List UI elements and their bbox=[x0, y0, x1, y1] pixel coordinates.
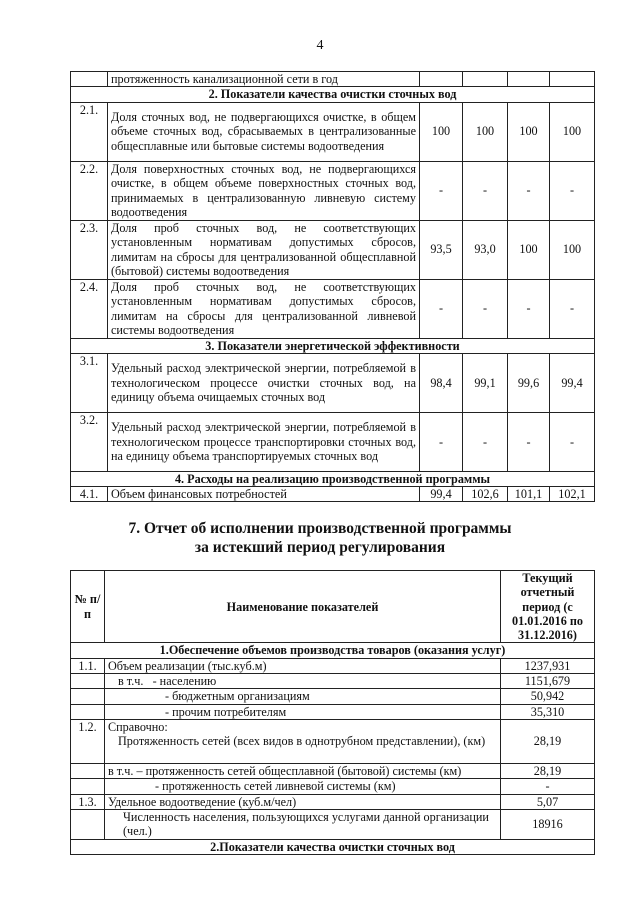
value-cell: - bbox=[420, 279, 463, 338]
row-name: Удельный расход электрической энергии, потребляемой в технологическом процессе очистки сточных вод, на единицу объема очищаемых сточных вод bbox=[108, 353, 420, 412]
row-number: 2.1. bbox=[71, 102, 108, 161]
value-cell: 99,4 bbox=[550, 353, 595, 412]
row-name: протяженность канализационной сети в год bbox=[108, 72, 420, 87]
table-row bbox=[71, 220, 595, 279]
row-number: 3.2. bbox=[71, 412, 108, 471]
header-row bbox=[71, 571, 595, 643]
value-cell: 93,5 bbox=[420, 220, 463, 279]
table-row bbox=[71, 412, 595, 471]
row-name: Удельный расход электрической энергии, потребляемой в технологическом процессе транспортировки сточных вод, на единицу объема транспортируемых сточных вод bbox=[108, 412, 420, 471]
header-name: Наименование показателей bbox=[105, 571, 501, 643]
row-number: 1.3. bbox=[71, 794, 105, 809]
section-row bbox=[71, 643, 595, 658]
section-heading: 3. Показатели энергетической эффективности bbox=[71, 338, 595, 353]
table-row bbox=[71, 779, 595, 794]
row-name: - бюджетным организациям bbox=[105, 689, 501, 704]
row-name: Доля поверхностных сточных вод, не подвергающихся очистке, в общем объеме поверхностных сточных вод, принимаемых в централизованную ливневую систему водоотведения bbox=[108, 161, 420, 220]
row-name: Объем финансовых потребностей bbox=[108, 487, 420, 502]
section-row bbox=[71, 471, 595, 486]
value-cell: 100 bbox=[420, 102, 463, 161]
value-cell: - bbox=[508, 279, 550, 338]
row-number: 2.3. bbox=[71, 220, 108, 279]
value-cell: 1237,931 bbox=[501, 658, 595, 673]
table-row bbox=[71, 102, 595, 161]
row-name: - протяженность сетей ливневой системы (км) bbox=[105, 779, 501, 794]
value-cell: 100 bbox=[508, 102, 550, 161]
row-number: 4.1. bbox=[71, 487, 108, 502]
section-heading: 1.Обеспечение объемов производства товаров (оказания услуг) bbox=[71, 643, 595, 658]
row-number: 2.2. bbox=[71, 161, 108, 220]
value-cell: - bbox=[420, 161, 463, 220]
value-cell: 18916 bbox=[501, 809, 595, 839]
value-cell: 28,19 bbox=[501, 719, 595, 763]
row-description: Протяженность сетей (всех видов в однотрубном представлении), (км) bbox=[118, 734, 486, 749]
table-row bbox=[71, 658, 595, 673]
section-subtitle: за истекший период регулирования bbox=[194, 539, 446, 556]
value-cell: 50,942 bbox=[501, 689, 595, 704]
row-number: 2.4. bbox=[71, 279, 108, 338]
value-cell: - bbox=[508, 161, 550, 220]
row-number: 3.1. bbox=[71, 353, 108, 412]
value-cell: - bbox=[550, 412, 595, 471]
value-cell: 102,6 bbox=[463, 487, 508, 502]
value-cell: - bbox=[420, 412, 463, 471]
table-row bbox=[71, 719, 595, 763]
section-heading: 2.Показатели качества очистки сточных вод bbox=[71, 839, 595, 854]
section-row bbox=[71, 338, 595, 353]
value-cell: 101,1 bbox=[508, 487, 550, 502]
row-name bbox=[105, 719, 501, 763]
row-number: 1.1. bbox=[71, 658, 105, 673]
value-cell: - bbox=[463, 161, 508, 220]
table-row bbox=[71, 487, 595, 502]
row-name: в т.ч. – протяженность сетей общесплавной (бытовой) системы (км) bbox=[105, 763, 501, 778]
value-cell: 100 bbox=[463, 102, 508, 161]
table-row bbox=[71, 704, 595, 719]
value-cell: 102,1 bbox=[550, 487, 595, 502]
table-row bbox=[71, 809, 595, 839]
row-name: Доля проб сточных вод, не соответствующих установленным нормативам допустимых сбросов, лимитам на сбросы для централизованной общесплавной (бытовой) системы водоотведения bbox=[108, 220, 420, 279]
value-cell: - bbox=[463, 279, 508, 338]
report-table bbox=[70, 570, 595, 855]
row-name: Объем реализации (тыс.куб.м) bbox=[105, 658, 501, 673]
value-cell: - bbox=[550, 279, 595, 338]
row-name bbox=[105, 674, 501, 689]
row-name: Доля проб сточных вод, не соответствующих установленным нормативам допустимых сбросов, лимитам на сбросы для централизованной ливневой системы водоотведения bbox=[108, 279, 420, 338]
value-cell: - bbox=[508, 412, 550, 471]
section-title: 7. Отчет об исполнении производственной программы bbox=[128, 520, 512, 537]
row-number: 1.2. bbox=[71, 719, 105, 763]
value-cell: - bbox=[550, 161, 595, 220]
value-cell: 100 bbox=[550, 220, 595, 279]
row-name: Численность населения, пользующихся услугами данной организации (чел.) bbox=[105, 809, 501, 839]
table-row bbox=[71, 763, 595, 778]
value-cell: 100 bbox=[508, 220, 550, 279]
table-row bbox=[71, 161, 595, 220]
page-number: 4 bbox=[316, 38, 324, 53]
row-name: Удельное водоотведение (куб.м/чел) bbox=[105, 794, 501, 809]
value-cell: 5,07 bbox=[501, 794, 595, 809]
value-cell: - bbox=[501, 779, 595, 794]
value-cell: 98,4 bbox=[420, 353, 463, 412]
value-cell: - bbox=[463, 412, 508, 471]
value-cell: 99,6 bbox=[508, 353, 550, 412]
table-row bbox=[71, 689, 595, 704]
value-cell: 35,310 bbox=[501, 704, 595, 719]
table-row bbox=[71, 72, 595, 87]
header-number: № п/п bbox=[71, 571, 105, 643]
header-period: Текущий отчетный период (с 01.01.2016 по 31.12.2016) bbox=[501, 571, 595, 643]
value-cell: 28,19 bbox=[501, 763, 595, 778]
table-row bbox=[71, 674, 595, 689]
indicators-table bbox=[70, 71, 595, 502]
value-cell: 1151,679 bbox=[501, 674, 595, 689]
row-label: Справочно: bbox=[108, 719, 168, 734]
section-heading: 2. Показатели качества очистки сточных вод bbox=[71, 87, 595, 102]
table-row bbox=[71, 279, 595, 338]
section-heading: 4. Расходы на реализацию производственной программы bbox=[71, 471, 595, 486]
value-cell: 99,4 bbox=[420, 487, 463, 502]
value-cell: 99,1 bbox=[463, 353, 508, 412]
section-row bbox=[71, 87, 595, 102]
row-prefix: в т.ч. bbox=[118, 674, 144, 689]
row-name: Доля сточных вод, не подвергающихся очистке, в общем объеме сточных вод, сбрасываемых в централизованные общесплавные или бытовые системы водоотведения bbox=[108, 102, 420, 161]
row-label: - населению bbox=[152, 674, 217, 689]
section-row bbox=[71, 839, 595, 854]
table-row bbox=[71, 794, 595, 809]
table-row bbox=[71, 353, 595, 412]
value-cell: 93,0 bbox=[463, 220, 508, 279]
value-cell: 100 bbox=[550, 102, 595, 161]
row-name: - прочим потребителям bbox=[105, 704, 501, 719]
